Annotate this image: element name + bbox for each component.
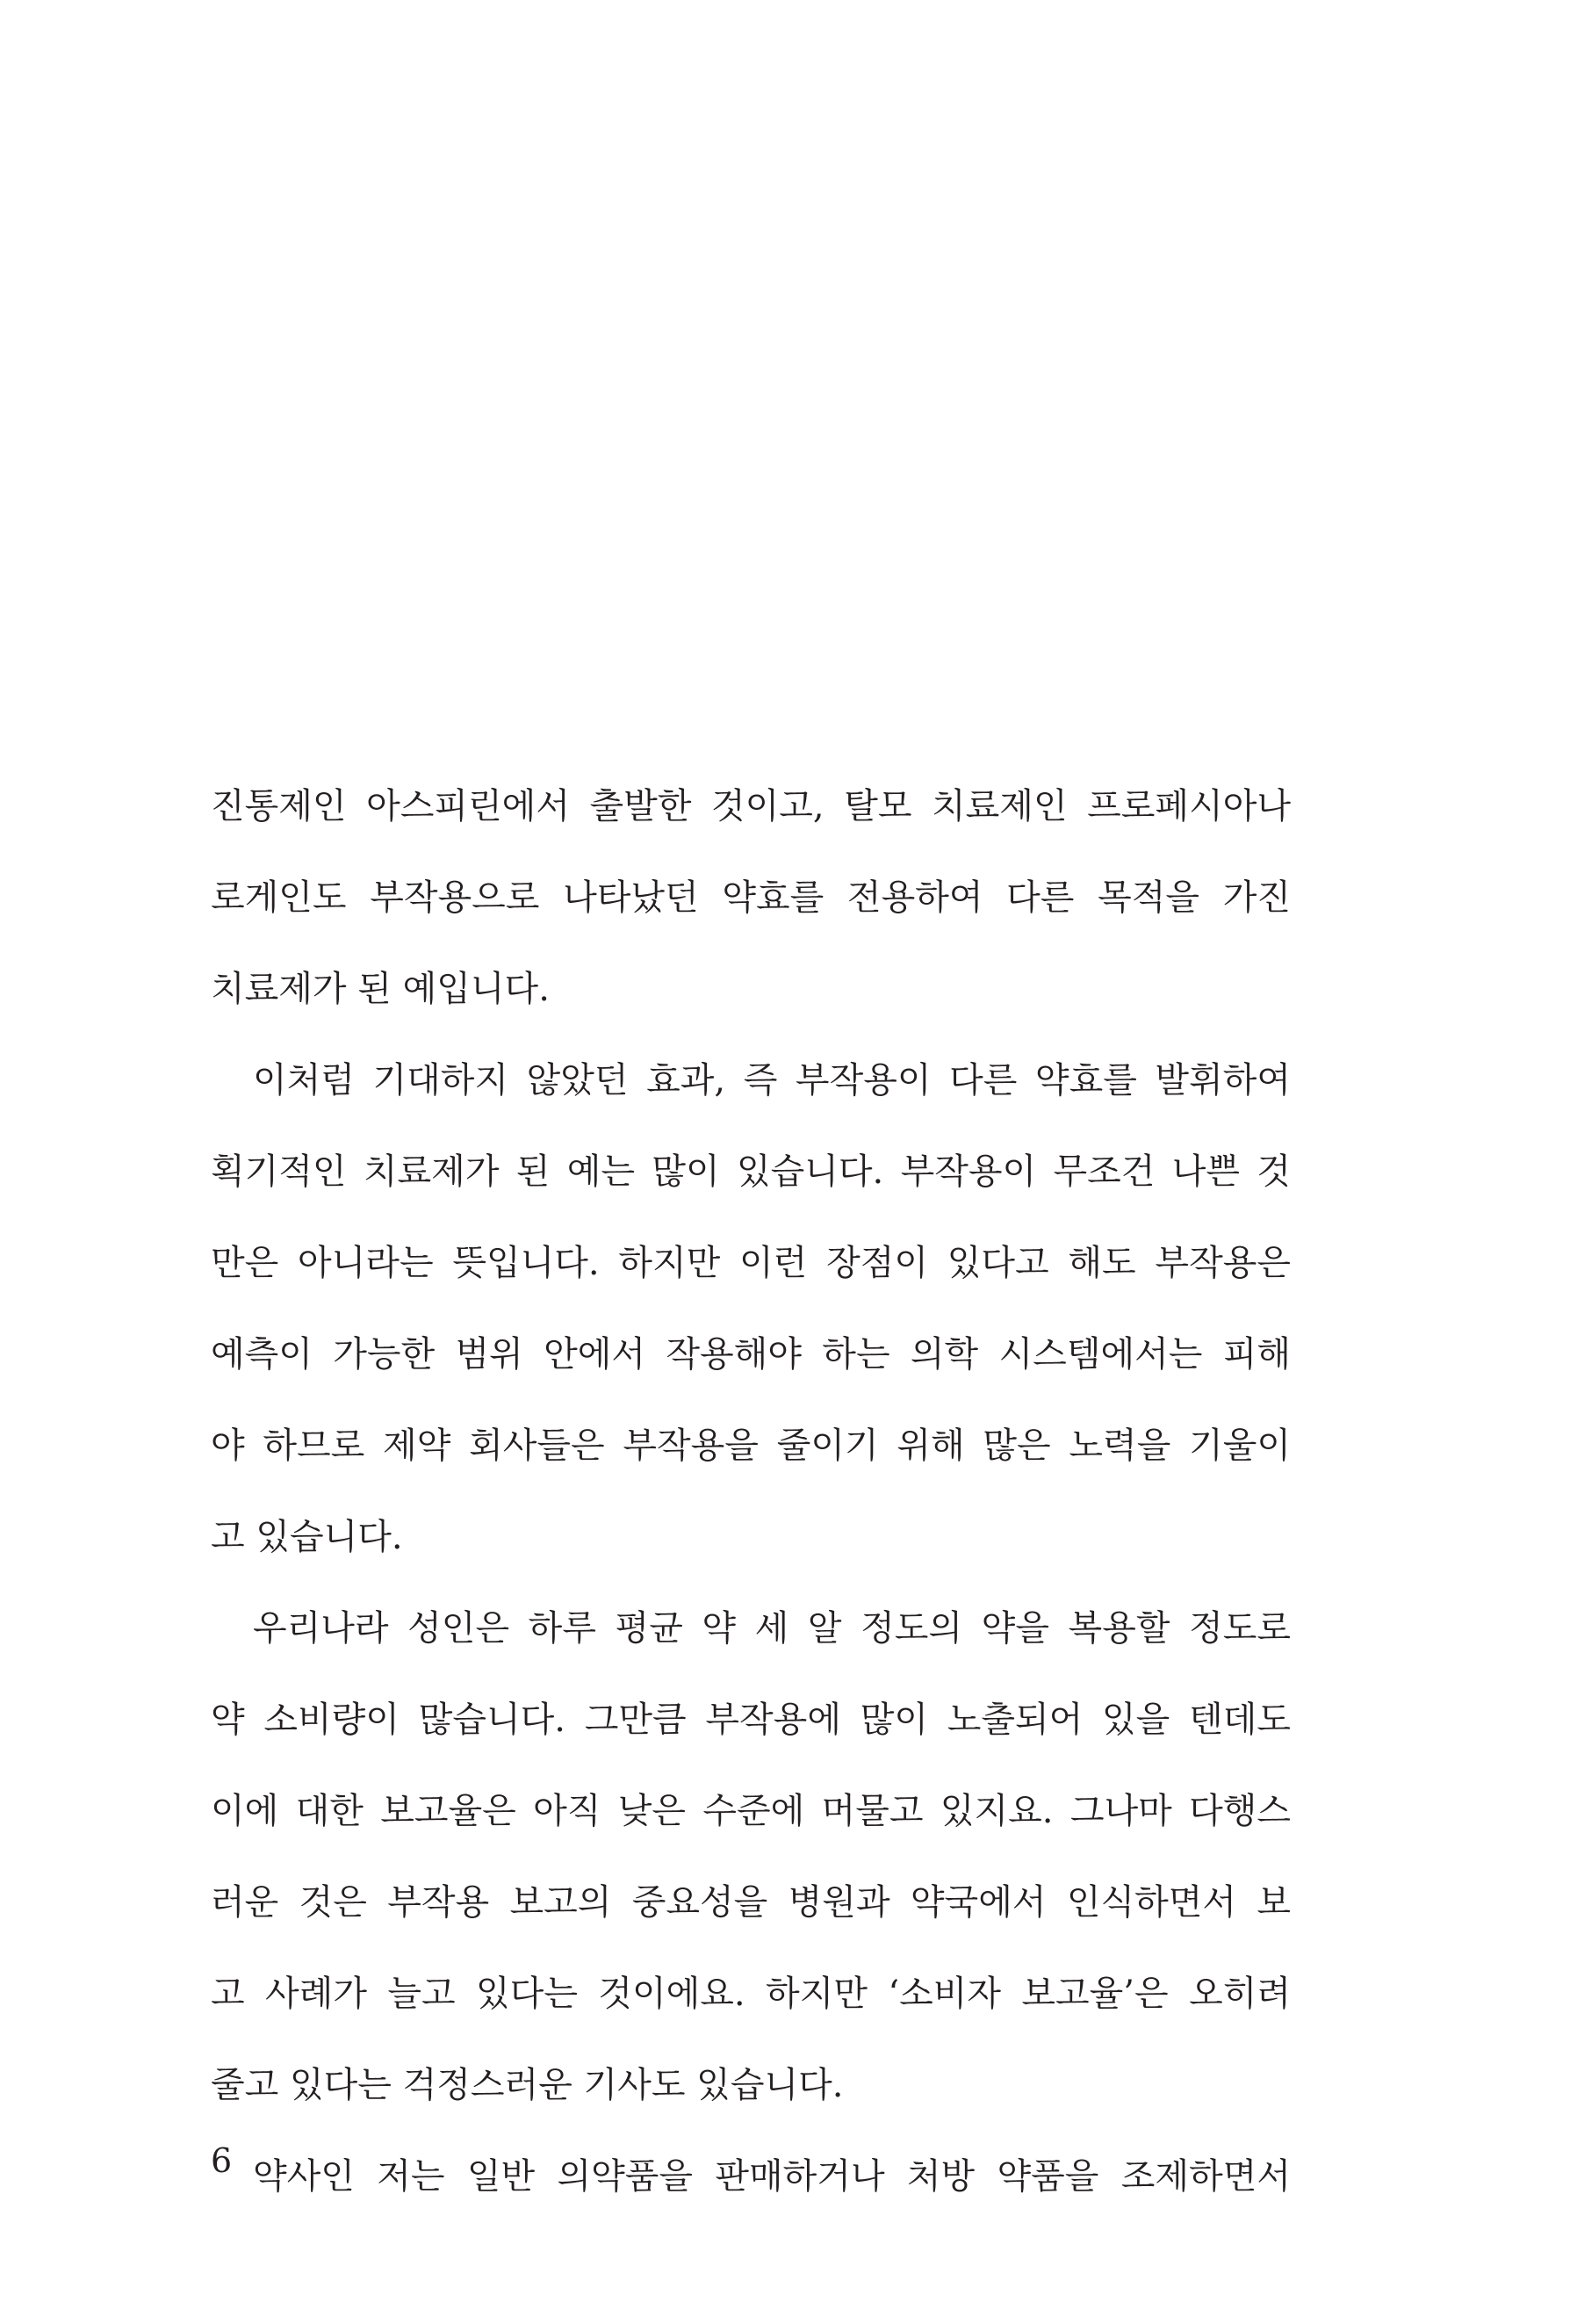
page-number: 6 xyxy=(211,2141,233,2180)
text-line: 치료제가 된 예입니다. xyxy=(211,969,550,1009)
paragraph xyxy=(211,2131,1291,2222)
text-line: 줄고 있다는 걱정스러운 기사도 있습니다. xyxy=(211,2065,844,2105)
text-line: 로게인도 부작용으로 나타났던 약효를 전용하여 다른 목적을 가진 xyxy=(211,877,1291,918)
text-line: 고 있습니다. xyxy=(211,1517,403,1557)
body-text xyxy=(211,761,1291,2222)
text-line: 야 하므로 제약 회사들은 부작용을 줄이기 위해 많은 노력을 기울이 xyxy=(211,1425,1291,1466)
text-line: 예측이 가능한 범위 안에서 작용해야 하는 의학 시스템에서는 피해 xyxy=(211,1334,1291,1375)
text-line: 만은 아니라는 뜻입니다. 하지만 이런 장점이 있다고 해도 부작용은 xyxy=(211,1243,1291,1283)
text-line: 우리나라 성인은 하루 평균 약 세 알 정도의 약을 복용할 정도로 xyxy=(253,1608,1291,1649)
text-line: 이에 대한 보고율은 아직 낮은 수준에 머물고 있지요. 그나마 다행스 xyxy=(211,1791,1291,1831)
text-line: 획기적인 치료제가 된 예는 많이 있습니다. 부작용이 무조건 나쁜 것 xyxy=(211,1151,1291,1192)
paragraph xyxy=(211,1035,1291,1583)
text-line: 진통제인 아스피린에서 출발한 것이고, 탈모 치료제인 프로페시아나 xyxy=(211,786,1291,826)
text-line: 이처럼 기대하지 않았던 효과, 즉 부작용이 다른 약효를 발휘하여 xyxy=(253,1060,1291,1101)
paragraph xyxy=(211,761,1291,1035)
text-line: 러운 것은 부작용 보고의 중요성을 병원과 약국에서 인식하면서 보 xyxy=(211,1882,1291,1923)
text-line: 약사인 저는 일반 의약품을 판매하거나 처방 약품을 조제하면서 xyxy=(253,2156,1291,2197)
paragraph xyxy=(211,1583,1291,2131)
text-line: 고 사례가 늘고 있다는 것이에요. 하지만 ‘소비자 보고율’은 오히려 xyxy=(211,1974,1291,2014)
text-line: 약 소비량이 많습니다. 그만큼 부작용에 많이 노출되어 있을 텐데도 xyxy=(211,1700,1291,1740)
